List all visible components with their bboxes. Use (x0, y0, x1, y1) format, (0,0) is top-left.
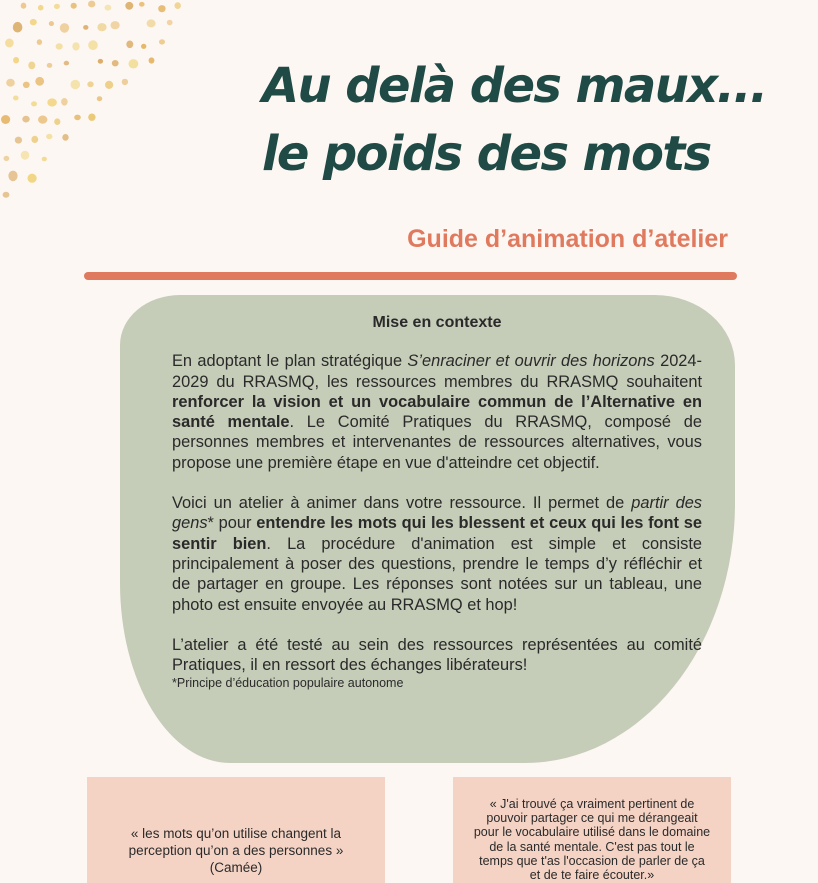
decorative-dot (4, 156, 10, 161)
decorative-dot (28, 62, 35, 70)
p2-italic-phrase: partir des gens (172, 494, 702, 533)
decorative-dot (159, 39, 165, 44)
decorative-dot (60, 23, 69, 33)
divider-rule (84, 272, 737, 280)
decorative-dot (125, 2, 133, 10)
decorative-dot (105, 81, 113, 89)
p1-italic-title: S’enraciner et ouvrir des horizons (407, 352, 655, 371)
decorative-dot (22, 116, 29, 123)
quote-box-left (87, 777, 385, 883)
decorative-dot (38, 5, 44, 11)
p2-text-e: . La procédure d'animation est simple et consiste principalement à poser des questions, prendre le temps d’y réfléchir et de partager en groupe. Les réponses sont notées sur un tableau, une photo est ensuite envoyée au RRASMQ et hop! (172, 534, 702, 614)
decorative-dot (167, 20, 173, 26)
decorative-dot (139, 2, 145, 7)
p2-text-a: Voici un atelier à animer dans votre ressource. Il permet de (172, 494, 632, 513)
p1-bold-phrase: renforcer la vision et un vocabulaire commun de l’Alternative en santé mentale (172, 392, 702, 432)
page-title (262, 52, 767, 188)
decorative-dot (31, 136, 38, 143)
title-line-2: le poids des mots (262, 126, 711, 182)
decorative-dot (1, 115, 10, 124)
decorative-dot (87, 81, 93, 87)
decorative-dot (74, 115, 81, 121)
title-line-1: Au delà des maux... (262, 58, 767, 114)
p2-bold-phrase: entendre les mots qui les blessent et ceux qui les font se sentir bien (172, 514, 702, 553)
decorative-dot (31, 101, 37, 106)
decorative-dot (97, 23, 106, 31)
context-paragraph-2 (172, 493, 702, 615)
p1-text-a: En adoptant le plan stratégique (172, 352, 408, 371)
p1-text-c: 2024-2029 du RRASMQ, les ressources membres du RRASMQ souhaitent (172, 352, 702, 391)
decorative-dot (97, 96, 102, 101)
decorative-dot (37, 39, 42, 45)
context-footnote: *Principe d’éducation populaire autonome (172, 676, 404, 691)
decorative-dot (54, 118, 60, 125)
decorative-dot (23, 82, 30, 88)
decorative-dot (105, 5, 112, 11)
decorative-dot (54, 4, 60, 9)
decorative-dot (3, 192, 10, 198)
decorative-dot (71, 80, 81, 89)
decorative-dot (149, 57, 155, 63)
p1-text-e: . Le Comité Pratiques du RRASMQ, composé de personnes membres et intervenantes de ressources alternatives, vous propose une première étape en vue d'atteindre cet objectif. (172, 413, 702, 472)
decorative-dot (13, 22, 23, 33)
subtitle: Guide d’animation d’atelier (407, 225, 728, 253)
context-section (172, 313, 702, 691)
decorative-dot (112, 60, 119, 66)
decorative-dot (175, 2, 181, 9)
quote-left-text: « les mots qu’on utilise changent la perception qu’on a des personnes » (Camée) (128, 826, 344, 875)
decorative-dot (83, 25, 88, 30)
decorative-dot (13, 96, 19, 101)
decorative-dot (8, 171, 17, 182)
decorative-dot (98, 59, 103, 64)
decorative-dots (0, 0, 200, 210)
decorative-dot (30, 19, 37, 25)
decorative-dot (21, 151, 30, 160)
decorative-dot (88, 1, 95, 8)
decorative-dot (111, 21, 120, 29)
decorative-dot (122, 79, 128, 85)
decorative-dot (38, 116, 47, 124)
decorative-dot (62, 134, 68, 141)
decorative-dot (27, 174, 36, 183)
decorative-dot (15, 137, 22, 144)
decorative-dot (158, 5, 165, 12)
decorative-dot (47, 63, 53, 68)
decorative-dot (21, 3, 27, 9)
decorative-dot (147, 19, 156, 27)
decorative-dot (71, 3, 77, 9)
context-paragraph-3: L’atelier a été testé au sein des ressources représentées au comité Pratiques, il en ressort des échanges libérateurs! (172, 635, 702, 675)
decorative-dot (72, 42, 79, 50)
decorative-dot (42, 157, 47, 162)
decorative-dot (13, 57, 19, 63)
p2-text-c: * pour (207, 514, 257, 533)
decorative-dot (6, 79, 15, 87)
decorative-dot (46, 134, 52, 139)
decorative-dot (129, 59, 139, 68)
decorative-dot (49, 21, 54, 26)
quote-right-text: « J'ai trouvé ça vraiment pertinent de pouvoir partager ce qui me dérangeait pour le vocabulaire utilisé dans le domaine de la santé mentale. C'est pas tout le temps que t'as l'occasion de parler de ça et de te faire écouter.» (473, 797, 711, 883)
decorative-dot (64, 61, 69, 66)
decorative-dot (5, 39, 14, 48)
decorative-dot (141, 44, 146, 49)
context-paragraph-1 (172, 351, 702, 473)
decorative-dot (47, 98, 57, 106)
decorative-dot (35, 77, 44, 86)
decorative-dot (56, 43, 63, 49)
decorative-dot (126, 41, 133, 49)
quote-box-right (453, 777, 731, 883)
context-heading: Mise en contexte (372, 314, 502, 331)
decorative-dot (61, 98, 68, 106)
decorative-dot (88, 114, 95, 121)
decorative-dot (88, 40, 98, 50)
